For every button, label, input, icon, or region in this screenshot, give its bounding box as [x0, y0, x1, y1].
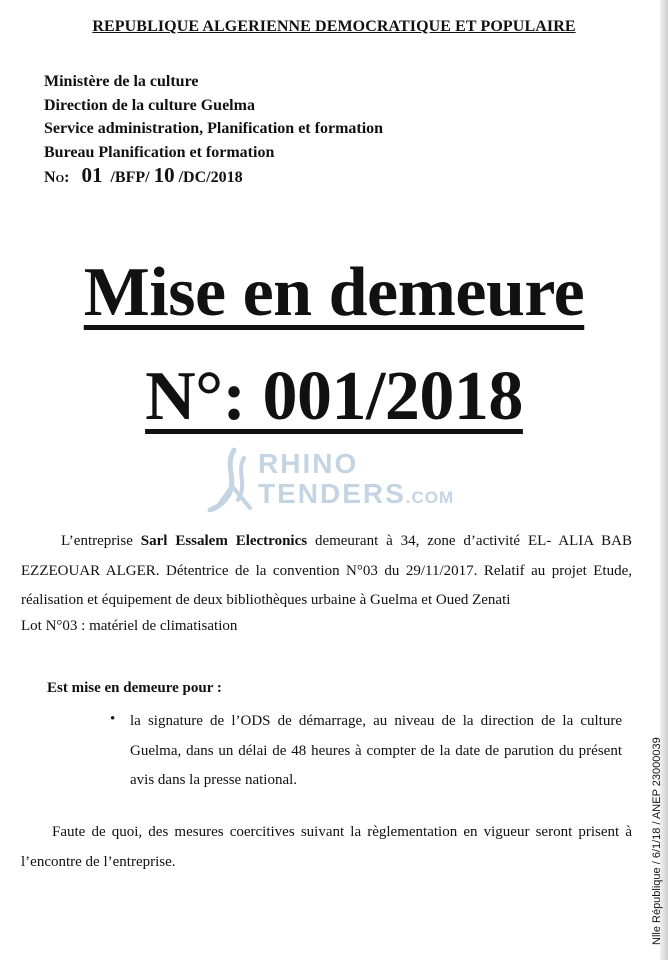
company-paragraph	[21, 527, 632, 616]
rhino-logo-icon	[204, 446, 260, 512]
company-name: Sarl Essalem Electronics	[140, 533, 308, 549]
issuer-ministry: Ministère de la culture	[44, 73, 199, 90]
closing-text: Faute de quoi, des mesures coercitives suivant la règlementation en vigueur seront prisent à l’encontre de l’entreprise.	[21, 824, 632, 870]
issuer-bureau: Bureau Planification et formation	[44, 143, 275, 161]
bullet-icon: •	[110, 711, 116, 727]
ref-suffix: /DC/2018	[178, 169, 243, 186]
ref-mid: /BFP/	[110, 169, 150, 186]
p1-start: L’entreprise	[61, 533, 141, 549]
requirement-item: la signature de l’ODS de démarrage, au niveau de la direction de la culture Guelma, dans un délai de 48 heures à compter de la date de parution du présent avis dans la presse national.	[130, 713, 622, 788]
publication-side-note: Nlle République / 6/1/18 / ANEP 23000039	[651, 737, 663, 945]
ref-prefix: N	[44, 169, 56, 186]
issuer-direction: Direction de la culture Guelma	[44, 96, 255, 114]
ref-colon: :	[64, 169, 70, 186]
watermark-line1: RHINO	[258, 448, 359, 479]
reference-number	[44, 164, 383, 192]
closing-paragraph	[21, 818, 632, 877]
ref-num1: 01	[81, 163, 103, 187]
p1-rest: demeurant à 34, zone d’activité EL- ALIA BAB EZZEOUAR ALGER. Détentrice de la convention N°03 du 29/11/2017. Relatif au projet Etude, réalisation et équipement de deux bibliothèques urbaine à Guelma et Oued Zenati	[21, 533, 633, 608]
republic-header: REPUBLIQUE ALGERIENNE DEMOCRATIQUE ET POPULAIRE	[92, 18, 576, 35]
issuer-block	[44, 70, 383, 192]
requirement-list	[110, 707, 622, 796]
document-number: N°: 001/2018	[145, 358, 523, 435]
ref-num2: 10	[153, 163, 175, 187]
watermark-suffix: .COM	[405, 488, 455, 507]
document-title: Mise en demeure	[83, 254, 585, 331]
watermark	[204, 446, 474, 516]
watermark-brand: TENDERS	[258, 478, 406, 509]
lot-line: Lot N°03 : matériel de climatisation	[21, 618, 238, 634]
ref-sup: O	[55, 173, 65, 185]
watermark-line2	[258, 478, 454, 510]
issuer-service: Service administration, Planification et formation	[44, 120, 384, 137]
mise-heading: Est mise en demeure pour :	[47, 680, 222, 696]
